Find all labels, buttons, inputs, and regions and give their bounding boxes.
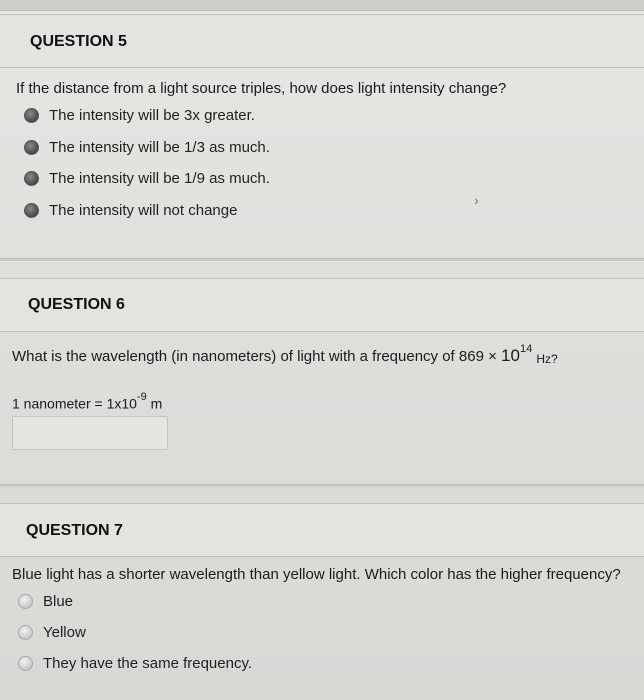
question-5-title: QUESTION 5 xyxy=(30,33,127,50)
q5-choice-3[interactable] xyxy=(24,166,270,190)
hint-exponent: -9 xyxy=(136,391,147,403)
q5-choice-2[interactable] xyxy=(24,135,270,159)
radio-button-icon[interactable] xyxy=(18,625,33,640)
q5-choice-4-label: The intensity will not change xyxy=(49,201,238,219)
question-6-title: QUESTION 6 xyxy=(28,296,125,313)
q7-choice-2[interactable] xyxy=(18,620,86,644)
q7-choice-1-label: Blue xyxy=(43,592,74,610)
question-6-header-panel xyxy=(0,278,644,332)
hint-value: 1x10 xyxy=(106,395,137,412)
power-of-ten-exponent: 14 xyxy=(519,343,533,355)
question-6-text xyxy=(12,343,558,366)
q5-choice-4[interactable] xyxy=(24,198,237,222)
question-divider xyxy=(0,258,644,261)
question-6-text-prefix: What is the wavelength (in nanometers) of light with a frequency of 869 xyxy=(12,348,484,365)
q7-choice-2-label: Yellow xyxy=(43,623,86,641)
question-6-answer-input[interactable] xyxy=(12,416,168,450)
question-5-header-panel xyxy=(0,14,644,68)
question-7-header-panel xyxy=(0,503,644,557)
radio-button-icon[interactable] xyxy=(18,594,33,609)
radio-button-icon[interactable] xyxy=(24,140,39,155)
times-sign: × xyxy=(488,348,497,365)
question-7-title: QUESTION 7 xyxy=(26,522,123,539)
radio-button-icon[interactable] xyxy=(18,656,33,671)
power-of-ten-base: 10 xyxy=(501,346,520,365)
question-5-text: If the distance from a light source triples, how does light intensity change? xyxy=(16,80,507,97)
q7-choice-3[interactable] xyxy=(18,651,252,675)
frequency-unit: Hz? xyxy=(536,352,558,366)
q5-choice-1-label: The intensity will be 3x greater. xyxy=(49,106,255,124)
radio-button-icon[interactable] xyxy=(24,171,39,186)
question-6-hint xyxy=(12,391,163,412)
hint-prefix: 1 nanometer = xyxy=(12,395,103,412)
radio-button-icon[interactable] xyxy=(24,203,39,218)
hint-unit: m xyxy=(150,395,163,412)
q7-choice-1[interactable] xyxy=(18,589,73,613)
question-7-text: Blue light has a shorter wavelength than yellow light. Which color has the higher frequency? xyxy=(12,566,621,583)
q5-choice-2-label: The intensity will be 1/3 as much. xyxy=(49,138,270,156)
page-top-edge xyxy=(0,0,644,11)
cursor-mark: › xyxy=(474,192,479,208)
question-divider xyxy=(0,484,644,487)
q5-choice-3-label: The intensity will be 1/9 as much. xyxy=(49,169,270,187)
radio-button-icon[interactable] xyxy=(24,108,39,123)
q7-choice-3-label: They have the same frequency. xyxy=(43,654,253,672)
q5-choice-1[interactable] xyxy=(24,103,255,127)
